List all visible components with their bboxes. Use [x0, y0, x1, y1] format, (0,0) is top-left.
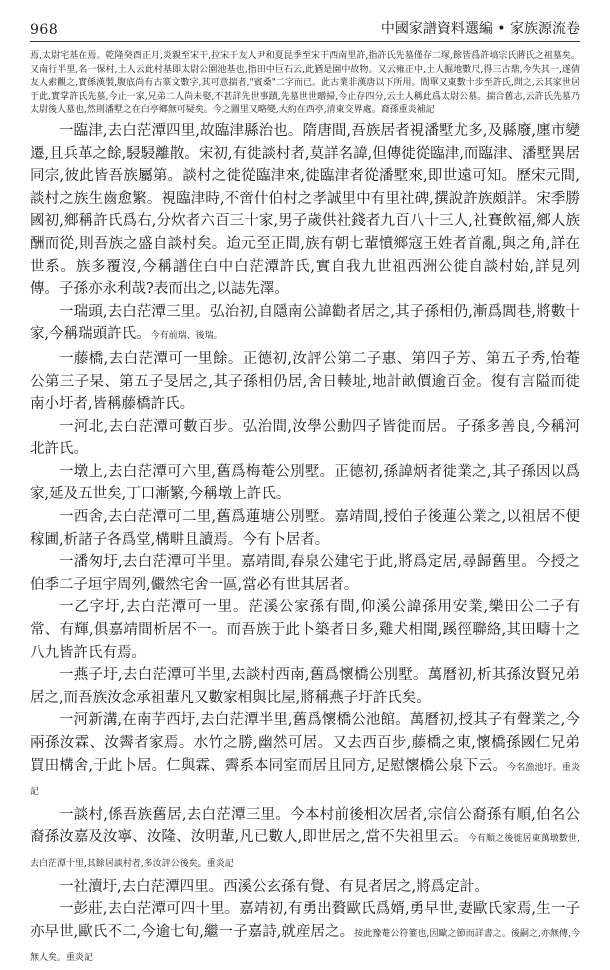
- paragraph-xishe: [30, 506, 580, 551]
- paragraph-tancun: [30, 804, 580, 876]
- paragraph-text: 一潘匆圩,去白茫潭可半里。嘉靖間,春泉公建宅于此,將爲定居,尋歸舊里。今授之伯季二子垣宇周列,儼然宅舍一區,當必有世其居者。: [30, 554, 580, 593]
- page-body: [30, 50, 580, 970]
- paragraph-text: 一瑞頭,去白茫潭三里。弘治初,自隱南公諱勸者居之,其子孫相仍,漸爲閭巷,將數十家,今稱瑞頭許氏。: [30, 303, 580, 343]
- paragraph-supplementary-note: [30, 50, 580, 118]
- paragraph-text: 一藤橋,去白茫潭可一里餘。正德初,汝評公第二子惠、第四子芳、第五子秀,怡菴公第三子杲、第五子旻居之,其子孫相仍居,舍日輳址,地計畝價逾百金。復有言隘而徙南小圩者,皆稱藤橋許氏。: [30, 350, 580, 413]
- paragraph-text: 一談村,係吾族舊居,去白茫潭三里。今本村前後相次居者,宗信公裔孫有順,伯名公裔孫汝嘉及汝寧、汝隆、汝明輩,凡已數人,即世居之,當不失祖里云。: [30, 806, 580, 846]
- paragraph-hexingou: [30, 709, 580, 803]
- paragraph-text: 一墩上,去白茫潭可六里,舊爲梅菴公別墅。正德初,孫諱炳者徙業之,其子孫因以爲家,延及五世矣,丁口漸繁,今稱墩上許氏。: [30, 463, 580, 503]
- paragraph-text: 一河新溝,在南芋西圩,去白茫潭半里,舊爲懷橋公池館。萬曆初,授其子有聲業之,今兩孫汝霖、汝霽者家焉。水竹之勝,幽然可居。又去西百步,藤橋之東,懷橋孫國仁兄弟買田構舍,于此卜居。仁與霖、霽系本同室而居且同方,足慰懷橋公泉下云。: [30, 712, 580, 774]
- paragraph-text: 一臨津,去白茫潭四里,故臨津縣治也。隋唐間,吾族居者視潘墅尤多,及縣廢,廛市變遷,且兵革之餘,駸駸離散。宋初,有徙談村者,莫詳名諱,但傳徙從臨津,而臨津、潘墅異居同宗,彼此皆吾族屬第。談村之徙從臨津來,徙臨津者從潘墅來,即世遠可知。歷宋元間,談村之族生齒愈繁。視臨津時,不啻什伯村之孝誠里中有里社碑,撰說許族頗詳。宋季勝國初,鄉稱許氏爲右,分炊者六百三十家,男子歲供社錢者九百八十三人,社賽飲福,鄉人族酬而從,則吾族之盛自談村矣。迨元至正間,族有朝七輩憤鄉寇王姓者首亂,與之角,詳在世系。族多覆沒,今稱譜住白中白茫潭許氏,實自我九世祖西洲公徙自談村始,詳見列傳。子孫亦永利哉?表而出之,以誌先澤。: [30, 122, 580, 298]
- page-number: 968: [30, 22, 59, 38]
- paragraph-text: 一乙字圩,去白茫潭可一里。茫溪公家孫有間,仰溪公諱孫用安業,樂田公二子有常、有輝,俱嘉靖間析居不一。而吾族于此卜築者日多,雞犬相聞,蹊徑聯絡,其田疇十之八九皆許氏有焉。: [30, 599, 580, 661]
- paragraph-text: 一彭莊,去白茫潭可四十里。嘉靖初,有勇出贅歐氏爲婿,勇早世,妻歐氏家焉,生一子亦早世,歐氏不二,今逾七旬,繼一子嘉詩,就産居之。: [30, 901, 580, 940]
- paragraph-sheduyu: [30, 876, 580, 899]
- paragraph-text: 一西舍,去白茫潭可二里,舊爲蓮塘公別墅。嘉靖間,授伯子後蓮公業之,以祖居不便稼圃,析諸子各爲堂,構畊且讀焉。今有卜居者。: [30, 509, 580, 548]
- paragraph-linjin: [30, 120, 580, 301]
- paragraph-annotation: 按此豫菴公符箠也,因歐之節而詳書之。後嗣之,亦無傳,今無人矣。重炎記: [30, 928, 580, 964]
- paragraph-text: 一社瀆圩,去白茫潭四里。西溪公玄孫有覺、有見者居之,將爲定計。: [59, 878, 489, 895]
- paragraph-hebei: [30, 416, 580, 461]
- paragraph-text: 焉,太尉宅基在焉。乾隆癸酉正月,炎親至宋干,拉宋干友人尹和夏昆季至宋干西南里許,指許氏先墓僅存二塚,餘皆爲許塙宗氏蔣氏之祖墓矣。又南行半里,名一保村,土人云此村基即太尉公園池基也,指田中巨石云,此猶是園中故物。又云雍正中,土人掘地數尺,得三古鼎,今失其一,遂倩友人索觀之,實係漢製,腹底尚有古篆文數字,其可意揣者,"賓桑"二字而已。此古業非漢唐以下所用。間單又東數十步至許氏,問之,云其家世居于此,實掌許氏先墓,今止一家,兄弟二人尚未娶,不甚詳先世事蹟,先墓世世贈掃,今止存四分,云土人稱此爲太尉公墓。揣合舊志,云許氏先墓乃太尉後人墓也,然則潘墅之在白亭鄉無可疑矣。今之圖里又略變,大約在西亭,清東交界處。裔孫重炎補記: [30, 51, 580, 116]
- paragraph-ruitou: [30, 301, 580, 348]
- paragraph-text: 一河北,去白茫潭可數百步。弘治間,汝學公勳四子皆徙而居。子孫多善良,今稱河北許氏。: [30, 418, 580, 458]
- paragraph-yiziyu: [30, 596, 580, 664]
- paragraph-dunshang: [30, 461, 580, 506]
- paragraph-yanziyu: [30, 664, 580, 709]
- paragraph-annotation: 今有前瑞、後瑞。: [150, 331, 223, 342]
- paragraph-annotation: 今有順之後徙居東萬墩數世,去白茫潭十里,其餘居談村者,多汝評公後矣。重炎記: [30, 834, 580, 869]
- page-header: [30, 12, 580, 42]
- paragraph-pancongyu: [30, 551, 580, 596]
- paragraph-tengqiao: [30, 348, 580, 416]
- paragraph-text: 一燕子圩,去白茫潭可半里,去談村西南,舊爲懷橋公別墅。萬曆初,析其孫汝賢兄弟居之,而吾族汝念承祖輩凡又數家相與比屋,將稱燕子圩許氏矣。: [30, 667, 580, 706]
- running-title: 中國家譜資料選編 • 家族源流卷: [380, 21, 580, 37]
- paragraph-annotation: 今名漁池圩。重炎記: [30, 762, 580, 798]
